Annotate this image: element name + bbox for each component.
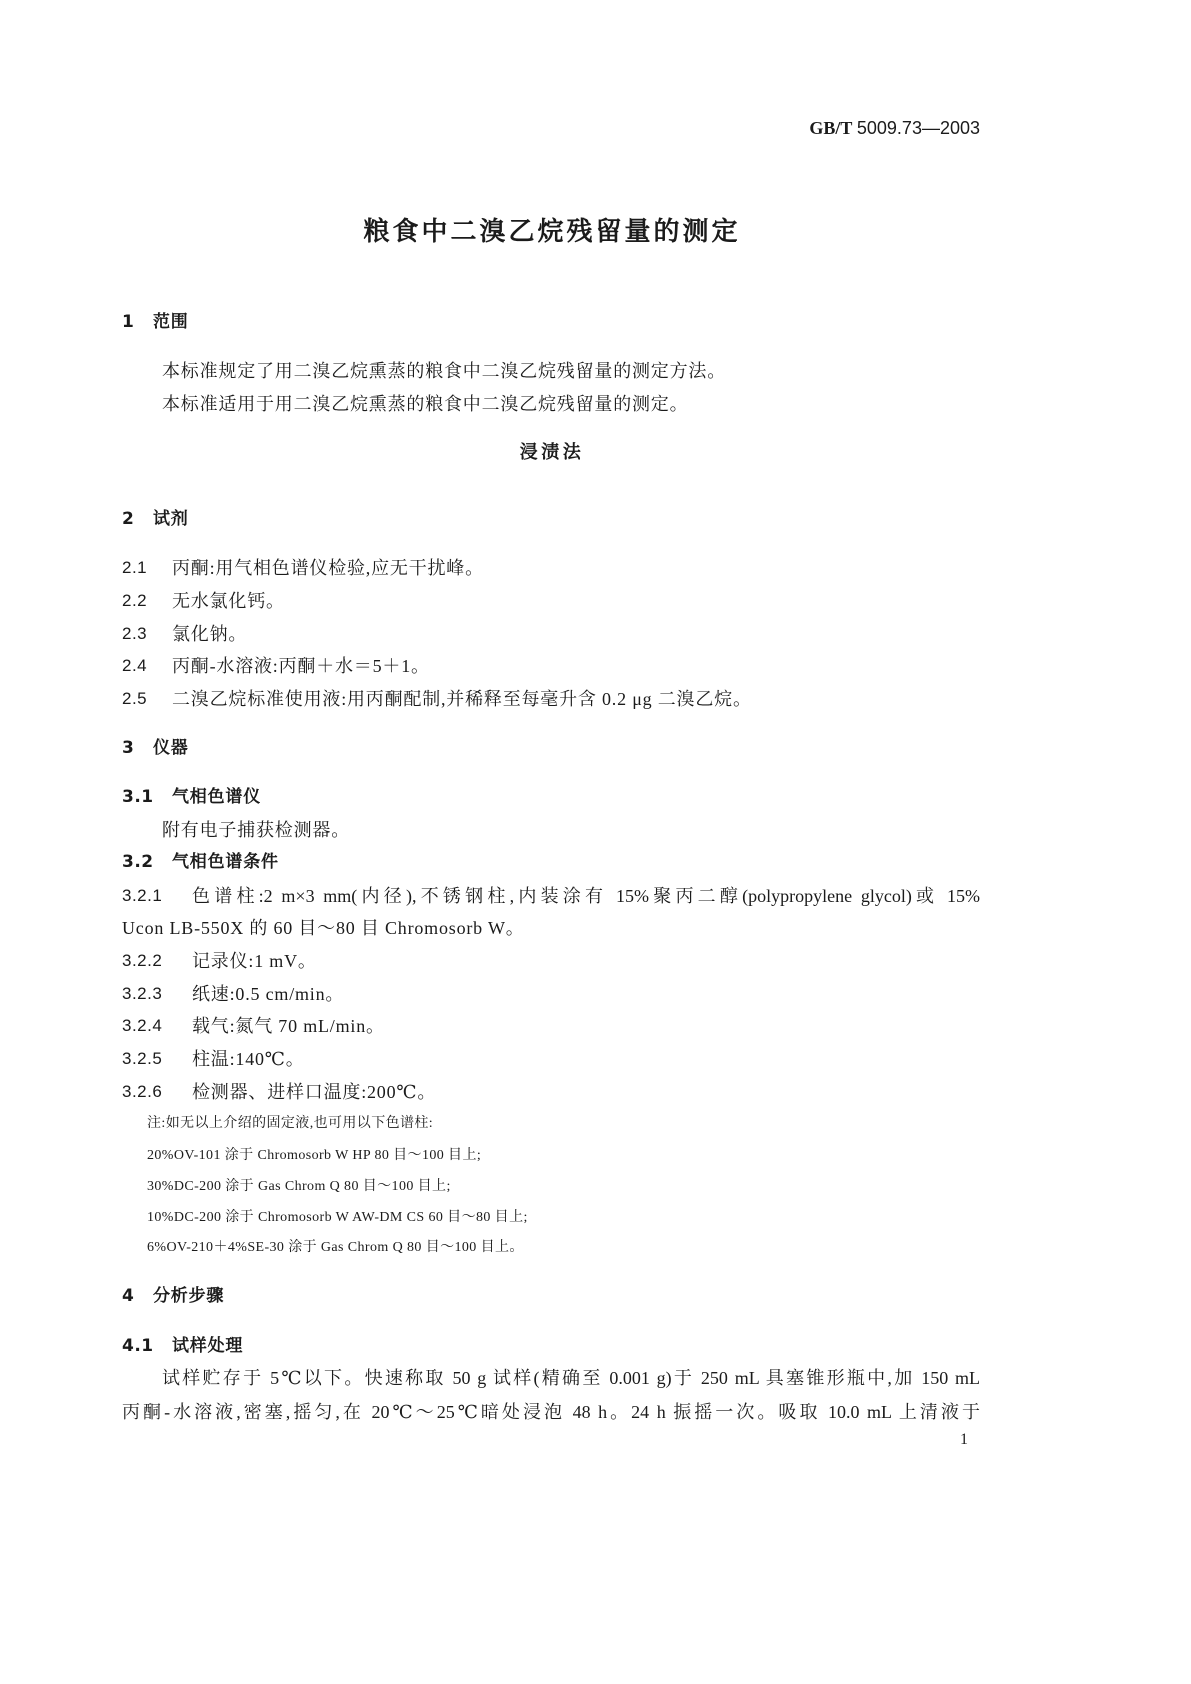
paragraph-line: 试样贮存于 5℃以下。快速称取 50 g 试样(精确至 0.001 g)于 250 mL 具塞锥形瓶中,加 150 mL	[162, 1368, 980, 1388]
clause-number: 3.2.6	[122, 1082, 163, 1101]
clause-text: 氯化钠。	[172, 624, 248, 644]
subsection-4-1-line	[0, 1367, 1191, 1389]
clause-number: 3.2.5	[122, 1049, 163, 1068]
clause-text: 丙酮-水溶液:丙酮＋水＝5＋1。	[172, 656, 430, 676]
clause-number: 2.2	[122, 591, 148, 610]
section-2-number: 2	[122, 509, 135, 529]
clause-item	[0, 1048, 1191, 1070]
subsection-4-1-heading	[0, 1335, 1191, 1357]
subsection-title: 气相色谱条件	[172, 852, 279, 872]
subsection-4-1-line	[0, 1401, 1191, 1423]
clause-continuation	[0, 917, 1191, 939]
method-title: 浸渍法	[519, 442, 585, 463]
clause-item	[0, 1081, 1191, 1103]
section-2-title: 试剂	[153, 509, 189, 529]
clause-text: 记录仪:1 mV。	[192, 951, 317, 971]
subsection-text: 附有电子捕获检测器。	[162, 820, 350, 840]
section-1-paragraph	[0, 360, 1191, 382]
standard-code-number: 5009.73—2003	[856, 118, 980, 138]
section-4-heading	[0, 1285, 1191, 1307]
section-3-heading	[0, 737, 1191, 759]
clause-number: 2.5	[122, 689, 148, 708]
page-number: 1	[960, 1431, 968, 1448]
note-intro: 注:如无以上介绍的固定液,也可用以下色谱柱:	[147, 1116, 434, 1131]
clause-item	[0, 885, 1191, 907]
note-column-option: 20%OV-101 涂于 Chromosorb W HP 80 目～100 目上;	[147, 1148, 482, 1163]
section-3-number: 3	[122, 738, 135, 758]
clause-number: 2.1	[122, 558, 148, 577]
clause-item	[0, 590, 1191, 612]
clause-text: 载气:氮气 70 mL/min。	[192, 1016, 385, 1036]
section-1-heading	[0, 311, 1191, 333]
clause-number: 2.4	[122, 656, 148, 675]
subsection-number: 4.1	[122, 1336, 154, 1356]
clause-item	[0, 1015, 1191, 1037]
paragraph-line: 丙酮-水溶液,密塞,摇匀,在 20℃～25℃暗处浸泡 48 h。24 h 振摇一次。吸取 10.0 mL 上清液于	[122, 1402, 980, 1422]
standard-code	[809, 117, 980, 139]
subsection-number: 3.1	[122, 787, 154, 807]
document-title: 粮食中二溴乙烷残留量的测定	[363, 217, 741, 247]
subsection-title: 试样处理	[172, 1336, 244, 1356]
section-1-title: 范围	[153, 312, 189, 332]
clause-item	[0, 557, 1191, 579]
note-column-option: 6%OV-210＋4%SE-30 涂于 Gas Chrom Q 80 目～100 目上。	[147, 1240, 524, 1255]
clause-number: 3.2.4	[122, 1016, 163, 1035]
section-1-paragraph-text: 本标准规定了用二溴乙烷熏蒸的粮食中二溴乙烷残留量的测定方法。	[162, 361, 726, 381]
clause-text: 纸速:0.5 cm/min。	[192, 984, 345, 1004]
clause-item	[0, 950, 1191, 972]
section-1-paragraph-text: 本标准适用于用二溴乙烷熏蒸的粮食中二溴乙烷残留量的测定。	[162, 394, 689, 414]
clause-text: 柱温:140℃。	[192, 1049, 305, 1069]
clause-number: 2.3	[122, 624, 148, 643]
clause-item	[0, 655, 1191, 677]
clause-number: 3.2.1	[122, 886, 163, 905]
clause-text: 色谱柱:2 m×3 mm(内径),不锈钢柱,内装涂有 15%聚丙二醇(polypropylene glycol)或 15%	[192, 886, 980, 906]
section-3-title: 仪器	[153, 738, 189, 758]
subsection-title: 气相色谱仪	[172, 787, 261, 807]
section-4-title: 分析步骤	[153, 1286, 225, 1306]
clause-item	[0, 983, 1191, 1005]
subsection-3-2-heading	[0, 851, 1191, 873]
note-column-option: 30%DC-200 涂于 Gas Chrom Q 80 目～100 目上;	[147, 1179, 451, 1194]
clause-item	[0, 623, 1191, 645]
clause-number: 3.2.2	[122, 951, 163, 970]
note-column-option: 10%DC-200 涂于 Chromosorb W AW-DM CS 60 目～80 目上;	[147, 1210, 528, 1225]
clause-text: 无水氯化钙。	[172, 591, 285, 611]
section-1-paragraph	[0, 393, 1191, 415]
subsection-3-1-heading	[0, 786, 1191, 808]
clause-text: 检测器、进样口温度:200℃。	[192, 1082, 437, 1102]
clause-text: 二溴乙烷标准使用液:用丙酮配制,并稀释至每毫升含 0.2 μg 二溴乙烷。	[172, 689, 752, 709]
section-4-number: 4	[122, 1286, 135, 1306]
clause-number: 3.2.3	[122, 984, 163, 1003]
clause-text: 丙酮:用气相色谱仪检验,应无干扰峰。	[172, 558, 484, 578]
section-2-heading	[0, 508, 1191, 530]
clause-text: Ucon LB-550X 的 60 目～80 目 Chromosorb W。	[122, 918, 525, 938]
standard-code-prefix: GB/T	[809, 118, 853, 138]
clause-item	[0, 688, 1191, 710]
section-1-number: 1	[122, 312, 135, 332]
subsection-3-1-text	[0, 819, 1191, 841]
subsection-number: 3.2	[122, 852, 154, 872]
